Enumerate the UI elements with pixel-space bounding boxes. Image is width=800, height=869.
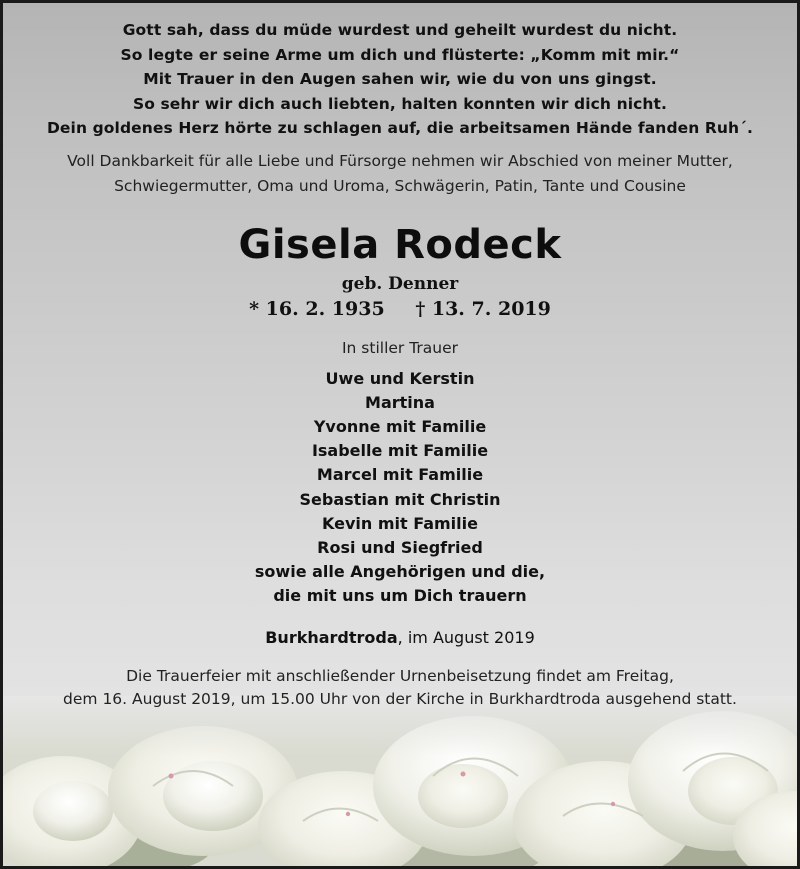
place-date: , im August 2019 — [397, 627, 535, 647]
mourning-label: In stiller Trauer — [341, 338, 459, 357]
bereaved-item: die mit uns um Dich trauern — [273, 586, 527, 606]
bereaved-item: Sebastian mit Christin — [299, 489, 501, 509]
white-roses-image — [3, 696, 800, 866]
obituary-content — [3, 3, 797, 711]
intro-line: Voll Dankbarkeit für alle Liebe und Fürsorge nehmen wir Abschied von meiner Mutter, — [67, 151, 733, 170]
farewell-intro — [3, 149, 797, 199]
birth-date: * 16. 2. 1935 — [249, 297, 385, 320]
bereaved-item: Isabelle mit Familie — [311, 441, 489, 461]
poem-line: Gott sah, dass du müde wurdest und geheilt wurdest du nicht. — [122, 21, 678, 39]
death-date: † 13. 7. 2019 — [415, 297, 551, 320]
deceased-name: Gisela Rodeck — [238, 221, 562, 268]
bereaved-item: Rosi und Siegfried — [317, 537, 483, 557]
maiden-name: geb. Denner — [341, 273, 459, 294]
ceremony-notice — [3, 665, 797, 711]
bereaved-item: Martina — [365, 392, 435, 412]
ceremony-line: Die Trauerfeier mit anschließender Urnenbeisetzung findet am Freitag, — [126, 666, 674, 685]
poem-line: Mit Trauer in den Augen sahen wir, wie du von uns gingst. — [143, 70, 657, 88]
place-town: Burkhardtroda — [265, 627, 398, 647]
bereaved-item: Uwe und Kerstin — [325, 368, 475, 388]
poem-line: So legte er seine Arme um dich und flüsterte: „Komm mit mir.“ — [120, 45, 680, 64]
bereaved-item: Marcel mit Familie — [316, 465, 484, 485]
poem-line: So sehr wir dich auch liebten, halten konnten wir dich nicht. — [132, 94, 668, 113]
bereaved-list — [3, 367, 797, 609]
poem — [3, 18, 797, 141]
bereaved-item: sowie alle Angehörigen und die, — [254, 562, 546, 582]
intro-line: Schwiegermutter, Oma und Uroma, Schwägerin, Patin, Tante und Cousine — [114, 176, 686, 195]
life-dates — [3, 296, 797, 323]
bereaved-item: Kevin mit Familie — [322, 513, 478, 533]
poem-line: Dein goldenes Herz hörte zu schlagen auf, die arbeitsamen Hände fanden Ruh´. — [46, 119, 754, 137]
ceremony-line: dem 16. August 2019, um 15.00 Uhr von der Kirche in Burkhardtroda ausgehend statt. — [63, 689, 737, 708]
bereaved-item: Yvonne mit Familie — [313, 416, 487, 436]
place-and-date — [3, 627, 797, 649]
